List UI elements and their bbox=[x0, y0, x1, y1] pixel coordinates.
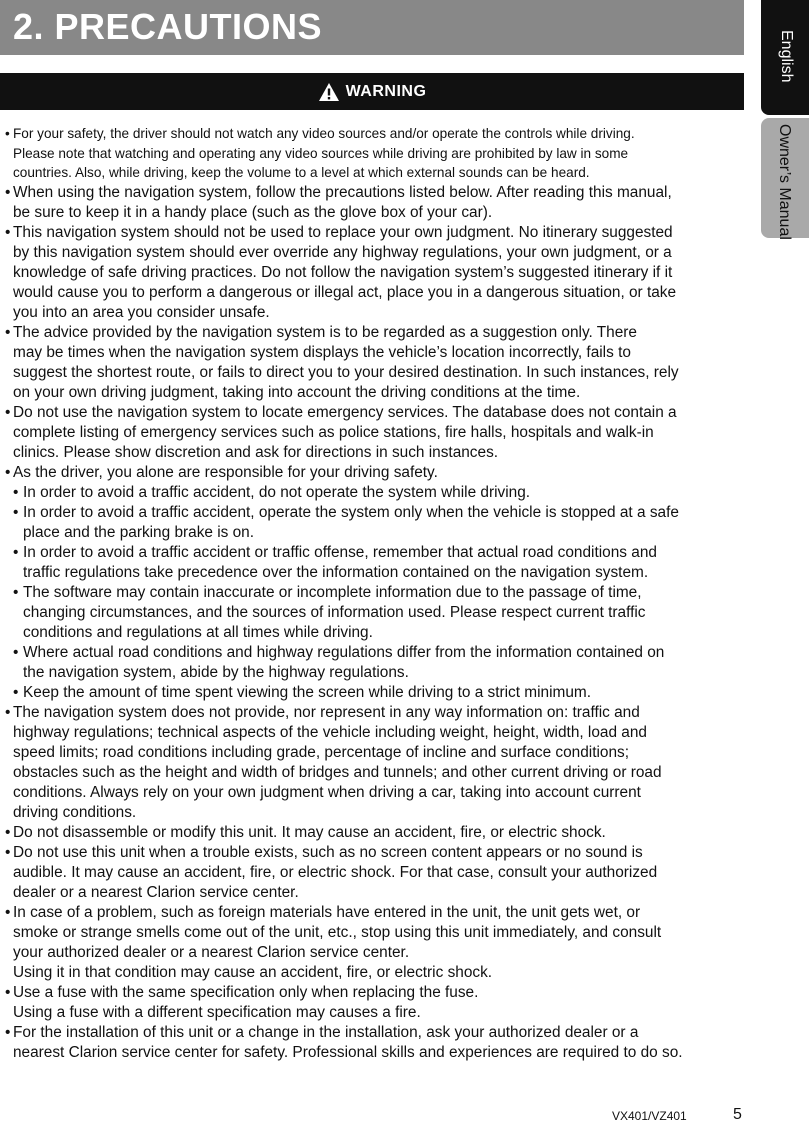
model-number: VX401/VZ401 bbox=[612, 1109, 687, 1123]
sub-list-item-line: • In order to avoid a traffic accident, operate the system only when the vehicle is stopped at a safe bbox=[23, 503, 679, 521]
list-item bbox=[5, 703, 747, 823]
list-item-line: • Use a fuse with the same specification only when replacing the fuse. bbox=[13, 983, 479, 1001]
list-item-line: clinics. Please show discretion and ask for directions in such instances. bbox=[13, 443, 499, 461]
list-item-line: on your own driving judgment, taking into account the driving conditions at the time. bbox=[13, 383, 581, 401]
list-item bbox=[5, 223, 747, 323]
side-tab-language-label: English bbox=[778, 30, 795, 83]
list-item-line: your authorized dealer or a nearest Clarion service center. bbox=[13, 943, 410, 961]
sub-list-item-line: • In order to avoid a traffic accident, do not operate the system while driving. bbox=[23, 483, 531, 501]
list-item-line: dealer or a nearest Clarion service center. bbox=[13, 883, 299, 901]
list-item-line: would cause you to perform a dangerous or illegal act, place you in a dangerous situation, or take bbox=[13, 283, 677, 301]
list-item-line: highway regulations; technical aspects of the vehicle including weight, height, width, load and bbox=[13, 723, 647, 741]
sub-list-item-line: • Where actual road conditions and highway regulations differ from the information contained on bbox=[23, 643, 665, 661]
list-item bbox=[5, 463, 747, 483]
list-item-line: driving conditions. bbox=[13, 803, 137, 821]
list-item-line: you into an area you consider unsafe. bbox=[13, 303, 270, 321]
sub-list-item bbox=[5, 683, 747, 703]
sub-list-item bbox=[5, 503, 747, 543]
list-item-line: audible. It may cause an accident, fire, or electric shock. For that case, consult your authorized bbox=[13, 863, 658, 881]
sub-list-item bbox=[5, 643, 747, 683]
sub-list-item-line: • The software may contain inaccurate or incomplete information due to the passage of time, bbox=[23, 583, 642, 601]
list-item bbox=[5, 124, 747, 183]
list-item-line: • As the driver, you alone are responsible for your driving safety. bbox=[13, 463, 438, 481]
list-item-line: • Do not use this unit when a trouble exists, such as no screen content appears or no sound is bbox=[13, 843, 643, 861]
list-item-line: by this navigation system should ever override any highway regulations, your own judgment, or a bbox=[13, 243, 672, 261]
list-item bbox=[5, 983, 747, 1023]
sub-list-item bbox=[5, 483, 747, 503]
list-item-line: knowledge of safe driving practices. Do not follow the navigation system’s suggested itinerary if it bbox=[13, 263, 673, 281]
list-item-line: Please note that watching and operating any video sources while driving are prohibited by law in some bbox=[13, 145, 629, 161]
warning-label: WARNING bbox=[345, 82, 427, 100]
list-item-line: may be times when the navigation system displays the vehicle’s location incorrectly, fails to bbox=[13, 343, 631, 361]
warning-banner bbox=[0, 73, 744, 110]
list-item bbox=[5, 1023, 747, 1063]
list-item-line: • The navigation system does not provide, nor represent in any way information on: traffic and bbox=[13, 703, 640, 721]
side-tab-manual-label: Owner’s Manual bbox=[776, 124, 793, 240]
precautions-list bbox=[5, 124, 747, 1063]
list-item-line: nearest Clarion service center for safety. Professional skills and experiences are required to do so. bbox=[13, 1043, 683, 1061]
list-item-line: be sure to keep it in a handy place (such as the glove box of your car). bbox=[13, 203, 493, 221]
list-item-line: • In case of a problem, such as foreign materials have entered in the unit, the unit gets wet, or bbox=[13, 903, 641, 921]
list-item-line: conditions. Always rely on your own judgment when driving a car, taking into account current bbox=[13, 783, 641, 801]
list-item bbox=[5, 403, 747, 463]
warning-triangle-icon bbox=[318, 82, 340, 102]
list-item-line: • The advice provided by the navigation system is to be regarded as a suggestion only. There bbox=[13, 323, 637, 341]
section-title: 2. PRECAUTIONS bbox=[13, 6, 323, 47]
sub-list-item-line: place and the parking brake is on. bbox=[23, 523, 255, 541]
list-item-line: • When using the navigation system, follow the precautions listed below. After reading this manual, bbox=[13, 183, 672, 201]
list-item-line: speed limits; road conditions including grade, percentage of incline and surface conditions; bbox=[13, 743, 630, 761]
sub-list-item-line: changing circumstances, and the sources of information used. Please respect current traffic bbox=[23, 603, 646, 621]
list-item-line: • For your safety, the driver should not watch any video sources and/or operate the controls while driving. bbox=[13, 126, 635, 141]
list-item bbox=[5, 823, 747, 843]
list-item-line: countries. Also, while driving, keep the volume to a level at which external sounds can be heard. bbox=[13, 165, 590, 180]
section-header bbox=[0, 0, 744, 55]
list-item-line: • Do not use the navigation system to locate emergency services. The database does not contain a bbox=[13, 403, 677, 421]
list-item-line: • This navigation system should not be used to replace your own judgment. No itinerary suggested bbox=[13, 223, 673, 241]
sub-list-item-line: conditions and regulations at all times while driving. bbox=[23, 623, 373, 641]
list-item-line: Using a fuse with a different specification may causes a fire. bbox=[13, 1003, 421, 1021]
sub-list-item-line: • Keep the amount of time spent viewing the screen while driving to a strict minimum. bbox=[23, 683, 592, 701]
list-item bbox=[5, 183, 747, 223]
sub-list-item-line: the navigation system, abide by the highway regulations. bbox=[23, 663, 409, 681]
list-item-line: obstacles such as the height and width of bridges and tunnels; and other current driving or road bbox=[13, 763, 662, 781]
list-item-line: complete listing of emergency services such as police stations, fire halls, hospitals and walk-in bbox=[13, 423, 654, 441]
sub-list-item-line: traffic regulations take precedence over the information contained on the navigation system. bbox=[23, 563, 649, 581]
sub-list-item bbox=[5, 543, 747, 583]
list-item-line: suggest the shortest route, or fails to direct you to your desired destination. In such instances, rely bbox=[13, 363, 679, 381]
list-item-line: • For the installation of this unit or a change in the installation, ask your authorized dealer or a bbox=[13, 1023, 639, 1041]
list-item bbox=[5, 903, 747, 983]
sub-list-item-line: • In order to avoid a traffic accident or traffic offense, remember that actual road conditions and bbox=[23, 543, 657, 561]
list-item bbox=[5, 323, 747, 403]
list-item bbox=[5, 843, 747, 903]
list-item-line: • Do not disassemble or modify this unit. It may cause an accident, fire, or electric shock. bbox=[13, 823, 606, 841]
list-item-line: Using it in that condition may cause an accident, fire, or electric shock. bbox=[13, 963, 493, 981]
list-item-line: smoke or strange smells come out of the unit, etc., stop using this unit immediately, and consult bbox=[13, 923, 662, 941]
sub-list-item bbox=[5, 583, 747, 643]
page-number: 5 bbox=[733, 1106, 742, 1123]
